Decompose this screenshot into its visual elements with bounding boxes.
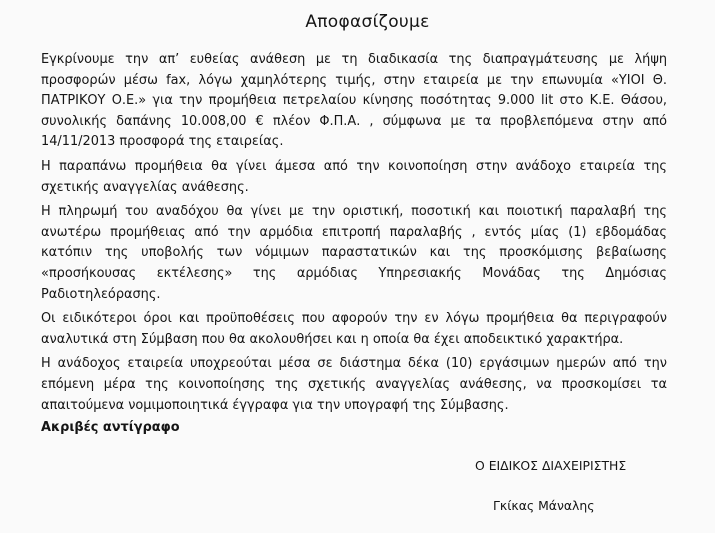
document-heading: Αποφασίζουμε xyxy=(305,12,430,32)
text-line: 14/11/2013 προσφορά της εταιρείας. xyxy=(41,134,284,150)
text-line: προσφορών μέσω fax, λόγω χαμηλότερης τιμής, στην εταιρεία με την επωνυμία «ΥΙΟΙ Θ. xyxy=(41,72,667,88)
text-line: αναλυτικά στη Σύμβαση που θα ακολουθήσει και η οποία θα έχει αποδεικτικό χαρακτήρα. xyxy=(41,331,624,347)
text-line: Ραδιοτηλεόρασης. xyxy=(41,286,161,302)
text-line: Η παραπάνω προμήθεια θα γίνει άμεσα από την κοινοποίηση στην ανάδοχο εταιρεία της xyxy=(41,158,667,174)
text-line: ανωτέρω προμήθειας από την αρμόδια επιτροπή παραλαβής , εντός μίας (1) εβδομάδας xyxy=(41,224,667,240)
paragraph-terms xyxy=(41,309,667,350)
paragraph-delivery xyxy=(41,157,667,198)
true-copy-label: Ακριβές αντίγραφο xyxy=(41,420,180,436)
text-line: συνολικής δαπάνης 10.008,00 € πλέον Φ.Π.Α. , σύμφωνα με τα προβλεπόμενα στην από xyxy=(41,113,667,129)
text-line: ΠΑΤΡΙΚΟΥ Ο.Ε.» για την προμήθεια πετρελαίου κίνησης ποσότητας 9.000 lit στο Κ.Ε. Θάσου, xyxy=(41,93,667,109)
text-line: απαιτούμενα νομιμοποιητικά έγγραφα για την υπογραφή της Σύμβασης. xyxy=(41,397,509,413)
paragraph-payment xyxy=(41,202,667,305)
text-line: Η ανάδοχος εταιρεία υποχρεούται μέσα σε διάστημα δέκα (10) εργάσιμων ημερών από την xyxy=(41,356,667,372)
signatory-title: Ο ΕΙΔΙΚΟΣ ΔΙΑΧΕΙΡΙΣΤΗΣ xyxy=(475,458,627,473)
text-line: Η πληρωμή του αναδόχου θα γίνει με την οριστική, ποσοτική και ποιοτική παραλαβή της xyxy=(41,204,667,220)
text-line: κατόπιν της υποβολής των νόμιμων παραστατικών και της προσκόμισης βεβαίωσης xyxy=(41,245,667,261)
text-line: Εγκρίνουμε την απ’ ευθείας ανάθεση με τη διαδικασία της διαπραγμάτευσης με λήψη xyxy=(41,52,667,67)
paragraph-approval xyxy=(41,50,667,153)
document-body xyxy=(41,50,667,435)
text-line: σχετικής αναγγελίας ανάθεσης. xyxy=(41,179,249,195)
signatory-name: Γκίκας Μάναλης xyxy=(493,498,595,513)
text-line: «προσήκουσας εκτέλεσης» της αρμόδιας Υπηρεσιακής Μονάδας της Δημόσιας xyxy=(41,265,667,281)
paragraph-obligations xyxy=(41,354,667,416)
text-line: Οι ειδικότεροι όροι και προϋποθέσεις που αφορούν την εν λόγω προμήθεια θα περιγραφούν xyxy=(41,311,667,327)
text-line: επόμενη μέρα της κοινοποίησης της σχετικής αναγγελίας ανάθεσης, να προσκομίσει τα xyxy=(41,376,667,392)
